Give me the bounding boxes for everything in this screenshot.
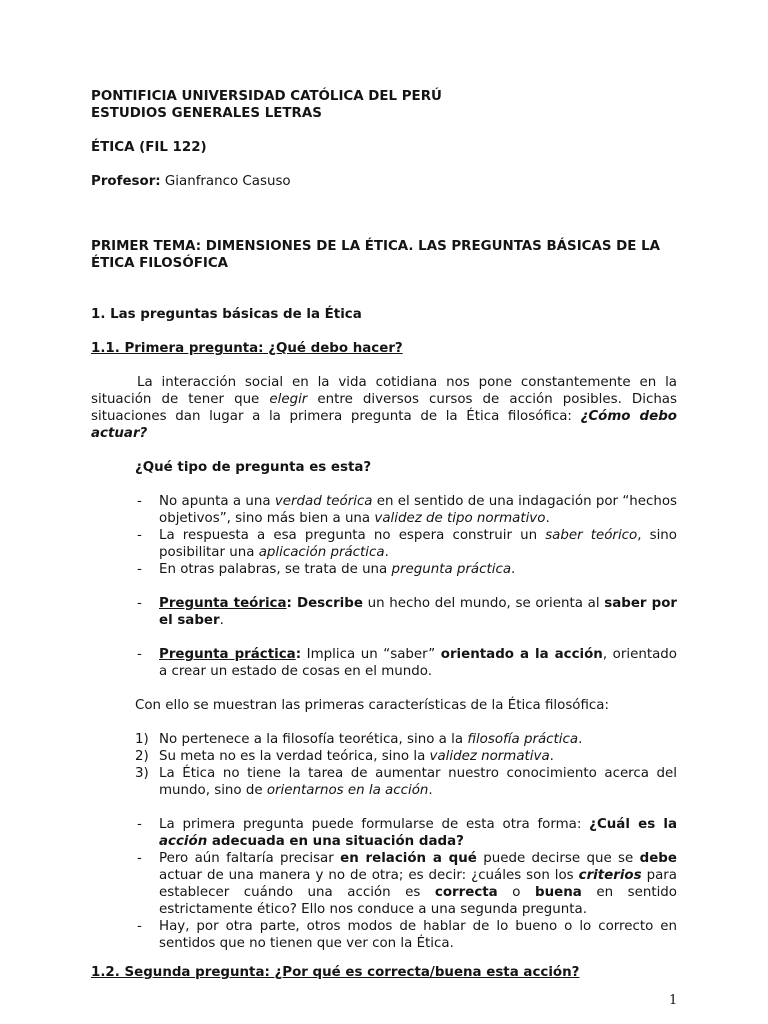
list-item: - Hay, por otra parte, otros modos de hablar de lo bueno o lo correcto en sentidos que no tienen que ver con la Ética. [91, 918, 677, 952]
professor-line [91, 173, 677, 190]
professor-name: Gianfranco Casuso [160, 174, 291, 189]
topic-title: PRIMER TEMA: DIMENSIONES DE LA ÉTICA. LAS PREGUNTAS BÁSICAS DE LA ÉTICA FILOSÓFICA [91, 239, 660, 271]
question-type-list [91, 493, 677, 578]
faculty-name: ESTUDIOS GENERALES LETRAS [91, 106, 322, 121]
list-item: 3) La Ética no tiene la tarea de aumentar nuestro conocimiento acerca del mundo, sino de orientarnos en la acción. [135, 766, 677, 798]
list-item: - La primera pregunta puede formularse de esta otra forma: ¿Cuál es la acción adecuada en una situación dada? [91, 816, 677, 850]
practical-question-item [91, 646, 677, 680]
intro-text-elegir: elegir [269, 392, 308, 407]
characteristics-intro: Con ello se muestran las primeras características de la Ética filosófica: [135, 698, 610, 713]
page-number: 1 [669, 993, 678, 1008]
list-item: - La respuesta a esa pregunta no espera construir un saber teórico, sino posibilitar una aplicación práctica. [91, 527, 677, 561]
professor-label: Profesor: [91, 174, 161, 189]
section-1-1-heading: 1.1. Primera pregunta: ¿Qué debo hacer? [91, 341, 403, 356]
list-item: - No apunta a una verdad teórica en el sentido de una indagación por “hechos objetivos”, sino más bien a una validez de tipo normativo. [91, 493, 677, 527]
intro-paragraph [91, 374, 677, 442]
list-item: - Pregunta teórica: Describe un hecho del mundo, se orienta al saber por el saber. [91, 595, 677, 629]
intro-text-a: La interacción social en la vida cotidiana nos pone constantemente en la situación de tener que [91, 375, 677, 407]
course-name: ÉTICA (FIL 122) [91, 140, 207, 155]
intro-text-c: entre diversos cursos de acción posibles. Dichas situaciones dan lugar a la primera pregunta de la Ética filosófica: [91, 392, 677, 424]
intro-question: ¿Cómo debo actuar? [91, 409, 677, 441]
question-type-heading: ¿Qué tipo de pregunta es esta? [135, 460, 372, 475]
list-item: - Pregunta práctica: Implica un “saber” orientado a la acción, orientado a crear un estado de cosas en el mundo. [91, 646, 677, 680]
theoretical-question-item [91, 595, 677, 629]
document-page [91, 88, 677, 952]
list-item: - Pero aún faltaría precisar en relación a qué puede decirse que se debe actuar de una manera y no de otra; es decir: ¿cuáles son los criterios para establecer cuándo una acción es correcta o buena en sentido estrictamente ético? Ello nos conduce a una segunda pregunta. [91, 850, 677, 918]
list-item: - En otras palabras, se trata de una pregunta práctica. [91, 561, 677, 578]
section-1-heading: 1. Las preguntas básicas de la Ética [91, 307, 362, 322]
university-name: PONTIFICIA UNIVERSIDAD CATÓLICA DEL PERÚ [91, 89, 442, 104]
list-item: 2) Su meta no es la verdad teórica, sino la validez normativa. [135, 749, 554, 764]
list-item: 1) No pertenece a la filosofía teorética, sino a la filosofía práctica. [135, 732, 583, 747]
characteristics-list [91, 731, 677, 799]
section-1-2-heading: 1.2. Segunda pregunta: ¿Por qué es correcta/buena esta acción? [91, 965, 580, 980]
reformulation-list [91, 816, 677, 952]
